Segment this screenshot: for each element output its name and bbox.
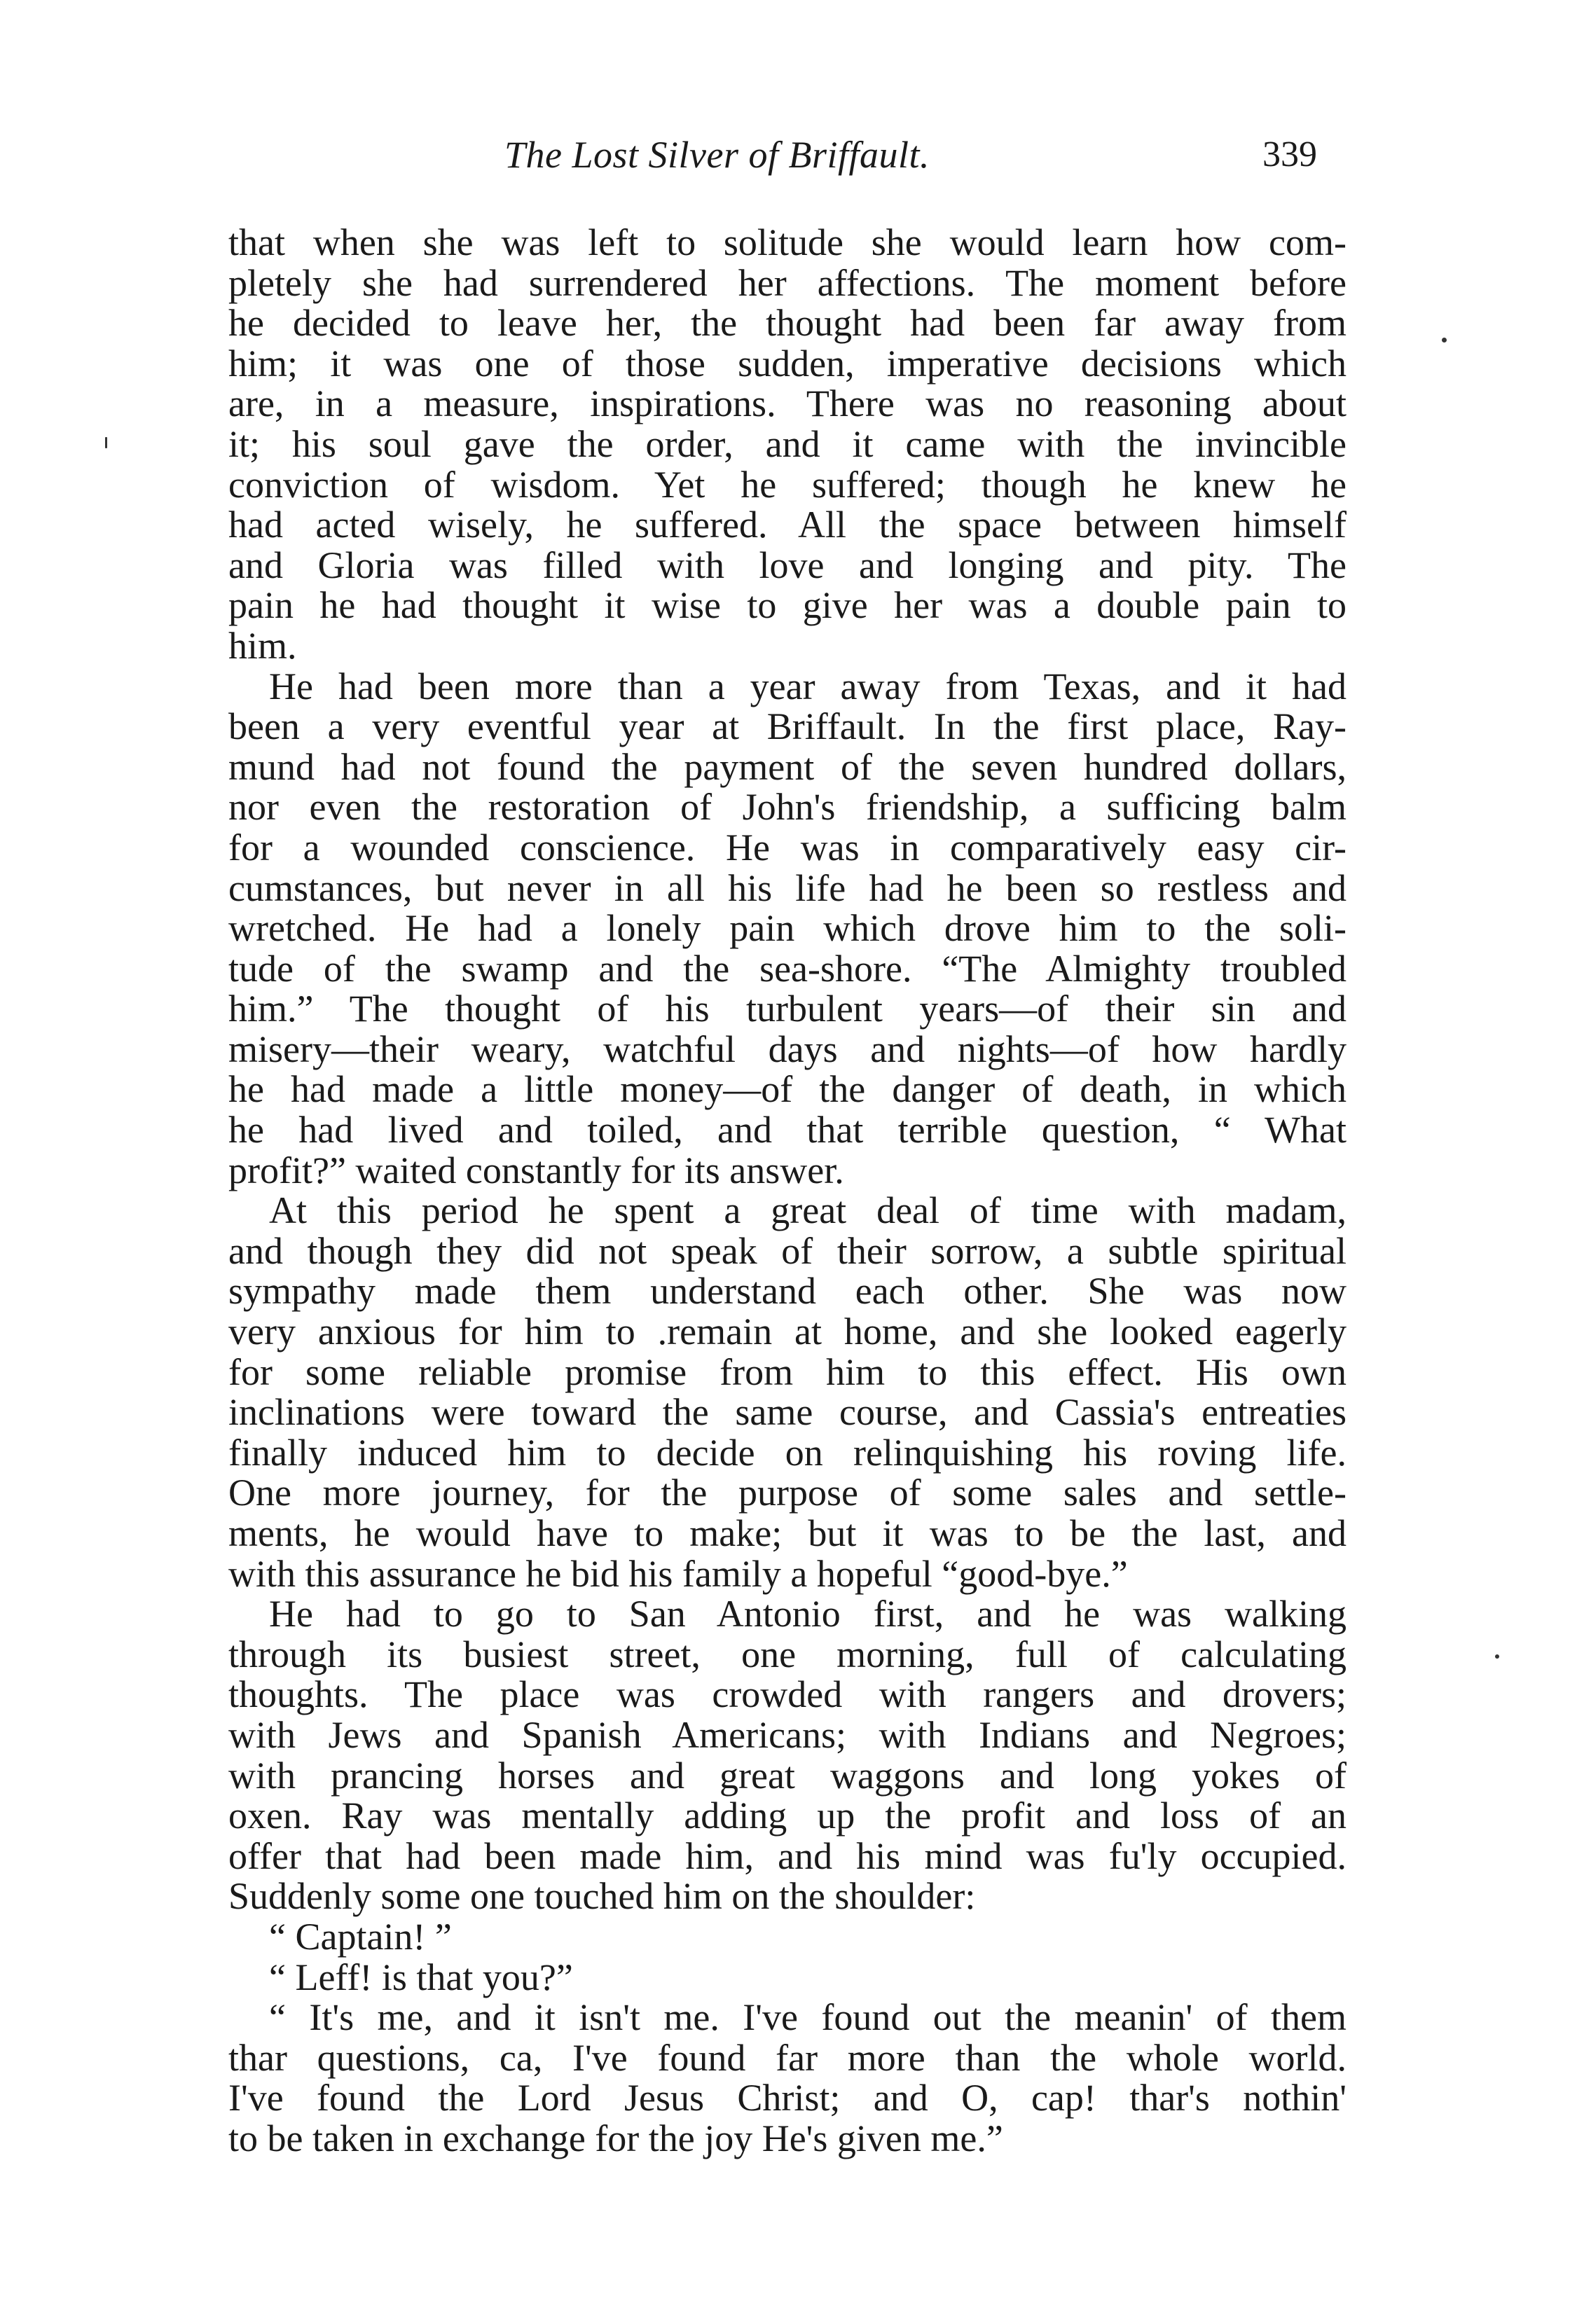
text-line: are, in a measure, inspirations. There was no reasoning about [228,382,1347,425]
text-line: with this assurance he bid his family a hopeful “good-bye.” [228,1552,1128,1595]
text-line: for a wounded conscience. He was in comparatively easy cir- [228,826,1347,869]
text-line: inclinations were toward the same course, and Cassia's entreaties [228,1391,1347,1434]
text-line: and though they did not speak of their sorrow, a subtle spiritual [228,1229,1347,1272]
text-line: “ Captain! ” [269,1915,452,1958]
text-line: that when she was left to solitude she would learn how com- [228,221,1347,263]
print-speck [105,437,107,448]
text-line: with prancing horses and great waggons and long yokes of [228,1754,1347,1797]
text-line: sympathy made them understand each other. She was now [228,1270,1347,1313]
text-line: misery—their weary, watchful days and nights—of how hardly [228,1028,1347,1070]
text-line: had acted wisely, he suffered. All the space between himself [228,504,1347,546]
text-line: oxen. Ray was mentally adding up the profit and loss of an [228,1794,1347,1837]
text-line: him.” The thought of his turbulent years—of their sin and [228,988,1347,1030]
text-line: very anxious for him to .remain at home, and she looked eagerly [228,1310,1347,1353]
text-line: He had to go to San Antonio first, and he was walking [269,1593,1347,1635]
text-line: finally induced him to decide on relinquishing his roving life. [228,1431,1347,1474]
text-line: conviction of wisdom. Yet he suffered; though he knew he [228,463,1347,506]
text-line: with Jews and Spanish Americans; with Indians and Negroes; [228,1713,1347,1756]
text-line: Suddenly some one touched him on the shoulder: [228,1875,976,1918]
text-line: him; it was one of those sudden, imperative decisions which [228,342,1347,385]
text-line: and Gloria was filled with love and longing and pity. The [228,544,1347,586]
text-line: he decided to leave her, the thought had been far away from [228,302,1347,345]
text-line: nor even the restoration of John's friendship, a sufficing balm [228,786,1347,829]
text-line: “ Leff! is that you?” [269,1956,573,1998]
text-line: through its busiest street, one morning, full of calculating [228,1633,1347,1675]
running-title: The Lost Silver of Briffault. [504,134,930,176]
text-line: One more journey, for the purpose of some sales and settle- [228,1472,1347,1514]
text-line: cumstances, but never in all his life had he been so restless and [228,866,1347,909]
text-line: ments, he would have to make; but it was to be the last, and [228,1512,1347,1554]
print-speck [1442,338,1447,343]
text-line: for some reliable promise from him to this effect. His own [228,1350,1347,1393]
text-line: pletely she had surrendered her affections. The moment before [228,261,1347,304]
text-line: it; his soul gave the order, and it came with the invincible [228,422,1347,465]
text-line: He had been more than a year away from Texas, and it had [269,665,1347,707]
text-line: At this period he spent a great deal of time with madam, [269,1189,1347,1232]
text-line: mund had not found the payment of the seven hundred dollars, [228,745,1347,788]
text-line: I've found the Lord Jesus Christ; and O, cap! thar's nothin' [228,2077,1347,2119]
text-line: wretched. He had a lonely pain which drove him to the soli- [228,907,1347,950]
body-text [228,223,1347,2159]
text-line: he had lived and toiled, and that terrible question, “ What [228,1109,1347,1151]
page-number: 339 [1262,134,1317,174]
text-line: thar questions, ca, I've found far more than the whole world. [228,2036,1347,2079]
text-line: to be taken in exchange for the joy He's given me.” [228,2117,1003,2159]
print-speck [1495,1654,1499,1659]
text-line: offer that had been made him, and his mind was fu'ly occupied. [228,1834,1347,1877]
text-line: “ It's me, and it isn't me. I've found out the meanin' of them [269,1996,1347,2039]
text-line: he had made a little money—of the danger of death, in which [228,1068,1347,1111]
running-head [462,130,1317,186]
text-line: him. [228,624,297,667]
text-line: pain he had thought it wise to give her was a double pain to [228,584,1347,627]
text-line: thoughts. The place was crowded with rangers and drovers; [228,1673,1347,1716]
text-line: profit?” waited constantly for its answer. [228,1149,844,1191]
text-line: been a very eventful year at Briffault. In the first place, Ray- [228,705,1347,748]
text-line: tude of the swamp and the sea-shore. “The Almighty troubled [228,947,1347,990]
